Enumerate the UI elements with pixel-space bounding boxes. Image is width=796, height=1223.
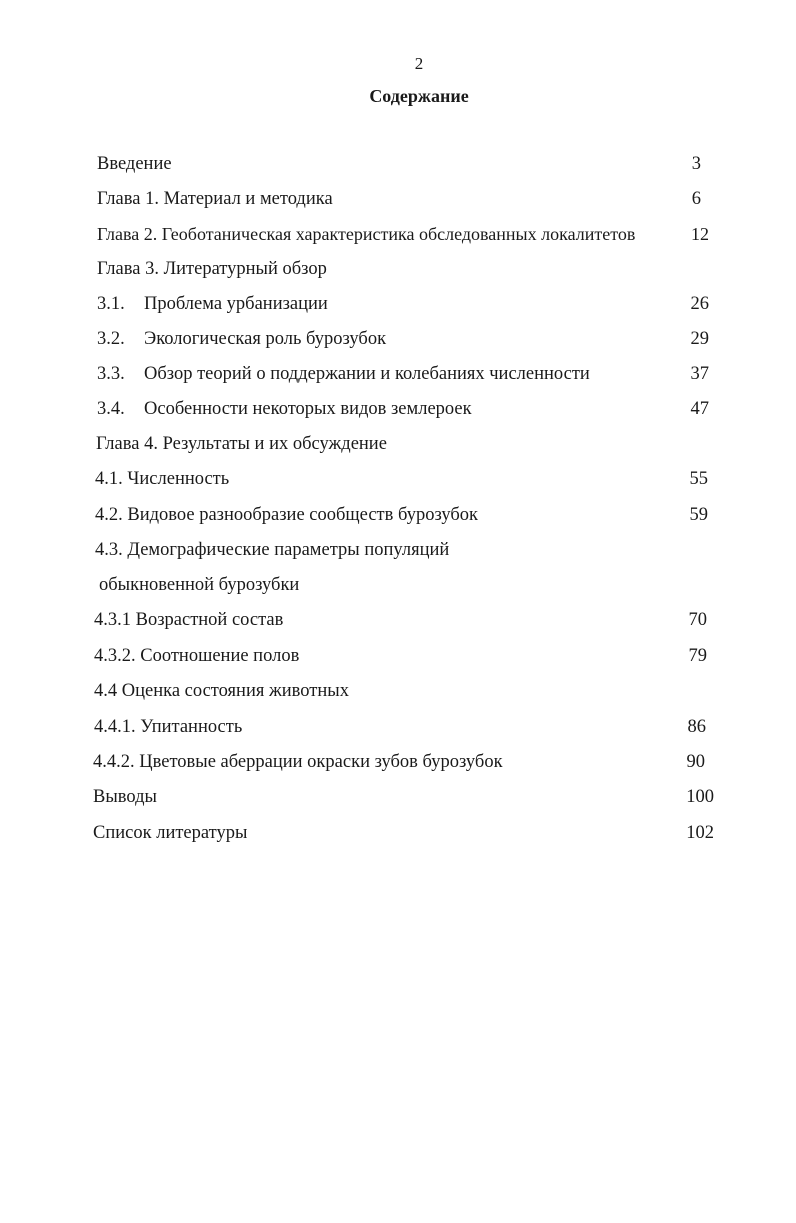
toc-entry-title: 4.3.2. Соотношение полов — [94, 646, 300, 666]
toc-entry-page: 70 — [688, 610, 707, 630]
toc-entry-title: Проблема урбанизации — [144, 294, 328, 314]
toc-entry-title: Обзор теорий о поддержании и колебаниях численности — [144, 364, 590, 384]
toc-entry-page: 37 — [690, 364, 709, 384]
toc-entry-title: Глава 2. Геоботаническая характеристика обследованных локалитетов — [97, 224, 636, 244]
toc-entry-page: 90 — [686, 752, 705, 772]
toc-entry-page: 86 — [687, 717, 706, 737]
toc-entry-title: Особенности некоторых видов землероек — [144, 399, 472, 419]
toc-entry-title: обыкновенной бурозубки — [99, 575, 300, 595]
toc-entry — [0, 361, 796, 387]
toc-entry — [0, 537, 796, 563]
toc-entry — [0, 186, 796, 212]
toc-entry — [0, 643, 796, 669]
toc-title: Содержание — [369, 86, 469, 106]
toc-entry-page: 102 — [686, 823, 714, 843]
toc-entry-page: 6 — [691, 189, 701, 209]
toc-entry-title: Выводы — [93, 787, 157, 807]
toc-entry-title: Введение — [97, 154, 172, 174]
toc-entry — [0, 607, 796, 633]
toc-entry — [0, 466, 796, 492]
toc-entry-title: 4.4.1. Упитанность — [94, 717, 243, 737]
toc-entry — [0, 256, 796, 282]
toc-entry — [0, 784, 796, 810]
toc-entry-title: 4.3.1 Возрастной состав — [94, 610, 284, 630]
toc-entry — [0, 291, 796, 317]
toc-entry-title: Глава 3. Литературный обзор — [97, 259, 327, 279]
toc-entry-title: Глава 4. Результаты и их обсуждение — [96, 434, 387, 454]
toc-entry-title: 4.4.2. Цветовые аберрации окраски зубов бурозубок — [93, 752, 503, 772]
page-number: 2 — [414, 54, 424, 73]
toc-entry-title: 4.2. Видовое разнообразие сообществ бурозубок — [95, 505, 479, 525]
toc-entry-title: Глава 1. Материал и методика — [97, 189, 333, 209]
toc-entry — [0, 714, 796, 740]
toc-entry-page: 29 — [690, 329, 709, 349]
toc-entry — [0, 749, 796, 775]
toc-entry-number: 3.4. — [97, 399, 125, 419]
toc-entry — [0, 151, 796, 177]
toc-entry-title: Экологическая роль бурозубок — [144, 329, 387, 349]
toc-entry-title: 4.4 Оценка состояния животных — [94, 681, 349, 701]
toc-entry — [0, 221, 796, 247]
toc-entry-page: 100 — [686, 787, 714, 807]
toc-entry-number: 3.1. — [97, 294, 125, 314]
toc-entry — [0, 431, 796, 457]
toc-entry — [0, 502, 796, 528]
toc-entry-page: 47 — [690, 399, 709, 419]
toc-entry-title: Список литературы — [93, 823, 248, 843]
toc-entry-page: 59 — [689, 505, 708, 525]
toc-entry-page: 12 — [691, 224, 709, 244]
toc-entry — [0, 396, 796, 422]
toc-entry-page: 3 — [691, 154, 701, 174]
toc-entry — [0, 678, 796, 704]
toc-entry-page: 55 — [689, 469, 708, 489]
toc-entry-number: 3.2. — [97, 329, 125, 349]
toc-entry-page: 79 — [688, 646, 707, 666]
toc-entry-title: 4.3. Демографические параметры популяций — [95, 540, 450, 560]
toc-entry — [0, 572, 796, 598]
toc-entry-number: 3.3. — [97, 364, 125, 384]
toc-entry — [0, 326, 796, 352]
toc-entry-page: 26 — [690, 294, 709, 314]
toc-entry — [0, 820, 796, 846]
toc-entry-title: 4.1. Численность — [95, 469, 230, 489]
